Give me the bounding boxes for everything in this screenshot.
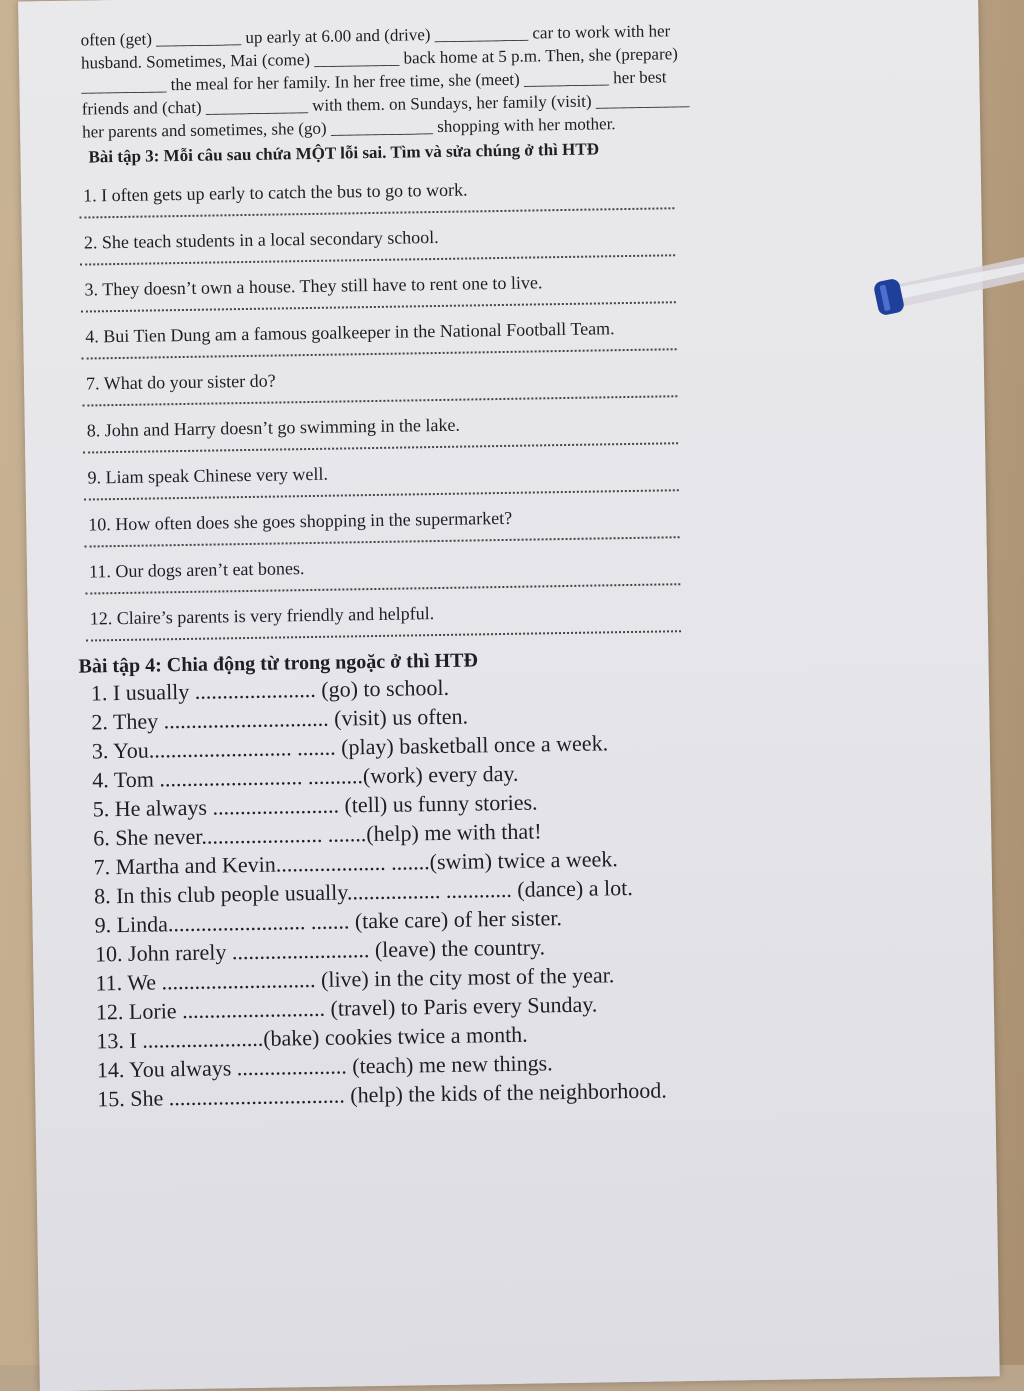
worksheet-content	[80, 16, 897, 1113]
exercise4-item: 7. Martha and Kevin.................... .......(swim) twice a week.	[93, 846, 619, 880]
exercise4-item: 8. In this club people usually................. ............ (dance) a lot.	[93, 874, 633, 909]
pen-icon	[834, 250, 1024, 330]
exercise4-item: 11. We ............................ (live) in the city most of the year.	[95, 962, 615, 996]
exercise3-list	[83, 173, 890, 642]
paragraph-line: her parents and sometimes, she (go) ____________ shopping with her mother.	[81, 114, 616, 142]
worksheet-page	[18, 0, 1000, 1391]
exercise3-item: 3. They doesn’t own a house. They still have to rent one to live.	[84, 272, 543, 300]
exercise4-item: 10. John rarely ......................... (leave) the country.	[94, 934, 546, 967]
exercise4-item: 14. You always .................... (teach) me new things.	[96, 1050, 553, 1083]
exercise4-item: 6. She never...................... .......(help) me with that!	[93, 818, 542, 851]
exercise4-item: 4. Tom .......................... ..........(work) every day.	[92, 760, 519, 793]
exercise4-section	[78, 643, 897, 1114]
exercise3-item: 8. John and Harry doesn’t go swimming in the lake.	[86, 414, 461, 441]
paragraph-line: often (get) __________ up early at 6.00 and (drive) ___________ car to work with her	[80, 21, 671, 50]
exercise3-item: 1. I often gets up early to catch the bus to go to work.	[82, 179, 468, 206]
exercise3-item: 2. She teach students in a local secondary school.	[83, 226, 439, 253]
paragraph-line: friends and (chat) ____________ with them. on Sundays, her family (visit) ___________	[81, 90, 690, 119]
exercise3-heading: Bài tập 3: Mỗi câu sau chứa MỘT lỗi sai. Tìm và sửa chúng ở thì HTĐ	[88, 139, 600, 167]
paragraph-line: husband. Sometimes, Mai (come) __________ back home at 5 p.m. Then, she (prepare)	[80, 44, 679, 73]
exercise4-item: 15. She ................................ (help) the kids of the neighborhood.	[97, 1077, 667, 1112]
exercise3-item: 4. Bui Tien Dung am a famous goalkeeper in the National Football Team.	[85, 318, 615, 347]
exercise4-item: 12. Lorie .......................... (travel) to Paris every Sunday.	[95, 991, 598, 1025]
exercise4-item: 2. They .............................. (visit) us often.	[91, 703, 469, 735]
fill-in-paragraph	[80, 16, 882, 144]
exercise4-item: 5. He always ....................... (tell) us funny stories.	[92, 789, 538, 822]
exercise4-item: 9. Linda......................... ....... (take care) of her sister.	[94, 905, 563, 938]
exercise4-item: 3. You.......................... ....... (play) basketball once a week.	[91, 730, 609, 764]
paragraph-line: __________ the meal for her family. In her free time, she (meet) __________ her best	[81, 67, 667, 96]
exercise3-item: 12. Claire’s parents is very friendly and helpful.	[89, 603, 435, 629]
exercise3-item: 11. Our dogs aren’t eat bones.	[88, 558, 305, 582]
exercise4-heading: Bài tập 4: Chia động từ trong ngoặc ở thì HTĐ	[78, 649, 479, 678]
exercise3-item: 10. How often does she goes shopping in the supermarket?	[88, 507, 513, 535]
exercise3-item: 9. Liam speak Chinese very well.	[87, 463, 329, 488]
exercise4-item: 1. I usually ...................... (go) to school.	[90, 674, 450, 706]
exercise4-item: 13. I ......................(bake) cookies twice a month.	[96, 1021, 528, 1054]
exercise3-item: 7. What do your sister do?	[85, 370, 276, 394]
